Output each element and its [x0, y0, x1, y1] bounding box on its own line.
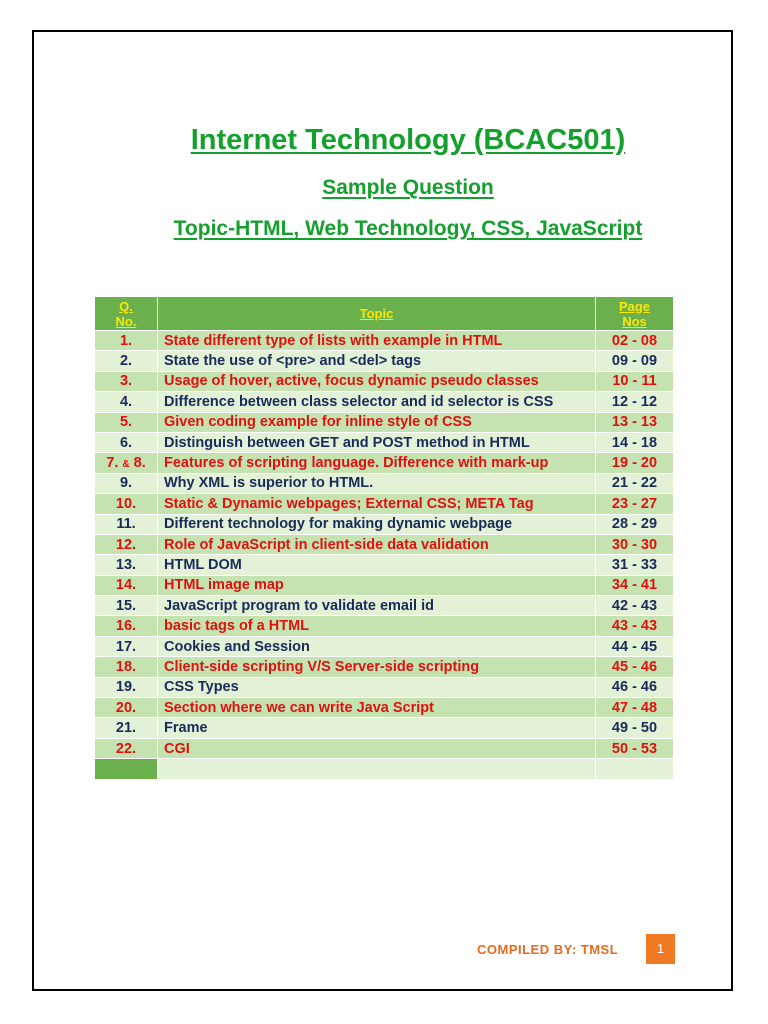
table-row [95, 636, 674, 656]
row-pages: 42 - 43 [596, 596, 674, 616]
table-row [95, 657, 674, 677]
row-topic: Distinguish between GET and POST method in HTML [158, 432, 596, 452]
row-topic: JavaScript program to validate email id [158, 596, 596, 616]
row-topic: Static & Dynamic webpages; External CSS; META Tag [158, 494, 596, 514]
row-pages: 49 - 50 [596, 718, 674, 738]
table-row [95, 432, 674, 452]
header-pages: Page Nos [596, 297, 674, 331]
row-topic: State the use of <pre> and <del> tags [158, 351, 596, 371]
row-topic: Usage of hover, active, focus dynamic pseudo classes [158, 371, 596, 391]
row-topic: Features of scripting language. Difference with mark-up [158, 453, 596, 473]
row-number: 2. [95, 351, 158, 371]
topic-line: Topic-HTML, Web Technology, CSS, JavaScript [173, 217, 643, 240]
row-pages: 31 - 33 [596, 555, 674, 575]
contents-table [94, 296, 674, 780]
table-row [95, 514, 674, 534]
row-number: 14. [95, 575, 158, 595]
table-row [95, 596, 674, 616]
table-row [95, 555, 674, 575]
row-number: 16. [95, 616, 158, 636]
row-number: 6. [95, 432, 158, 452]
table-row [95, 698, 674, 718]
table-row [95, 677, 674, 697]
row-topic: Section where we can write Java Script [158, 698, 596, 718]
row-pages: 23 - 27 [596, 494, 674, 514]
table-row [95, 616, 674, 636]
row-pages: 21 - 22 [596, 473, 674, 493]
row-number: 15. [95, 596, 158, 616]
row-number: 9. [95, 473, 158, 493]
row-number: 3. [95, 371, 158, 391]
row-topic: State different type of lists with example in HTML [158, 331, 596, 351]
row-pages: 43 - 43 [596, 616, 674, 636]
table-row [95, 453, 674, 473]
row-number: 13. [95, 555, 158, 575]
row-pages: 02 - 08 [596, 331, 674, 351]
row-number: 17. [95, 636, 158, 656]
row-topic: CGI [158, 738, 596, 758]
table-row [95, 392, 674, 412]
row-pages: 09 - 09 [596, 351, 674, 371]
page-number: 1 [646, 934, 675, 964]
row-topic: Cookies and Session [158, 636, 596, 656]
header-topic: Topic [158, 297, 596, 331]
table-row [95, 575, 674, 595]
row-topic: Client-side scripting V/S Server-side scripting [158, 657, 596, 677]
row-topic: HTML image map [158, 575, 596, 595]
row-topic: CSS Types [158, 677, 596, 697]
row-topic: Difference between class selector and id selector is CSS [158, 392, 596, 412]
row-number: 10. [95, 494, 158, 514]
row-number: 5. [95, 412, 158, 432]
document-title: Internet Technology (BCAC501) [190, 124, 626, 156]
row-pages: 19 - 20 [596, 453, 674, 473]
table-row [95, 718, 674, 738]
table-row [95, 331, 674, 351]
row-pages: 10 - 11 [596, 371, 674, 391]
row-topic: Frame [158, 718, 596, 738]
row-topic: Why XML is superior to HTML. [158, 473, 596, 493]
table-row [95, 534, 674, 554]
row-pages: 14 - 18 [596, 432, 674, 452]
row-pages: 47 - 48 [596, 698, 674, 718]
row-number: 18. [95, 657, 158, 677]
table-row [95, 371, 674, 391]
header-qno: Q. No. [95, 297, 158, 331]
row-number: 11. [95, 514, 158, 534]
row-number: 1. [95, 331, 158, 351]
table-header-row [95, 297, 674, 331]
document-subtitle: Sample Question [322, 176, 494, 199]
table-row-empty [95, 759, 674, 780]
row-topic: basic tags of a HTML [158, 616, 596, 636]
row-pages: 46 - 46 [596, 677, 674, 697]
table-row [95, 738, 674, 758]
row-topic: Role of JavaScript in client-side data validation [158, 534, 596, 554]
table-row [95, 351, 674, 371]
row-pages: 28 - 29 [596, 514, 674, 534]
row-pages: 12 - 12 [596, 392, 674, 412]
row-number: 20. [95, 698, 158, 718]
row-pages: 34 - 41 [596, 575, 674, 595]
row-pages: 13 - 13 [596, 412, 674, 432]
row-number: 12. [95, 534, 158, 554]
row-pages: 30 - 30 [596, 534, 674, 554]
row-number: 19. [95, 677, 158, 697]
table-row [95, 473, 674, 493]
row-topic: HTML DOM [158, 555, 596, 575]
row-number: 7. & 8. [95, 453, 158, 473]
compiled-by: COMPILED BY: TMSL [477, 942, 619, 957]
row-number: 21. [95, 718, 158, 738]
row-number: 22. [95, 738, 158, 758]
table-row [95, 494, 674, 514]
row-number: 4. [95, 392, 158, 412]
row-pages: 44 - 45 [596, 636, 674, 656]
row-topic: Given coding example for inline style of CSS [158, 412, 596, 432]
row-pages: 45 - 46 [596, 657, 674, 677]
row-pages: 50 - 53 [596, 738, 674, 758]
row-topic: Different technology for making dynamic webpage [158, 514, 596, 534]
table-row [95, 412, 674, 432]
